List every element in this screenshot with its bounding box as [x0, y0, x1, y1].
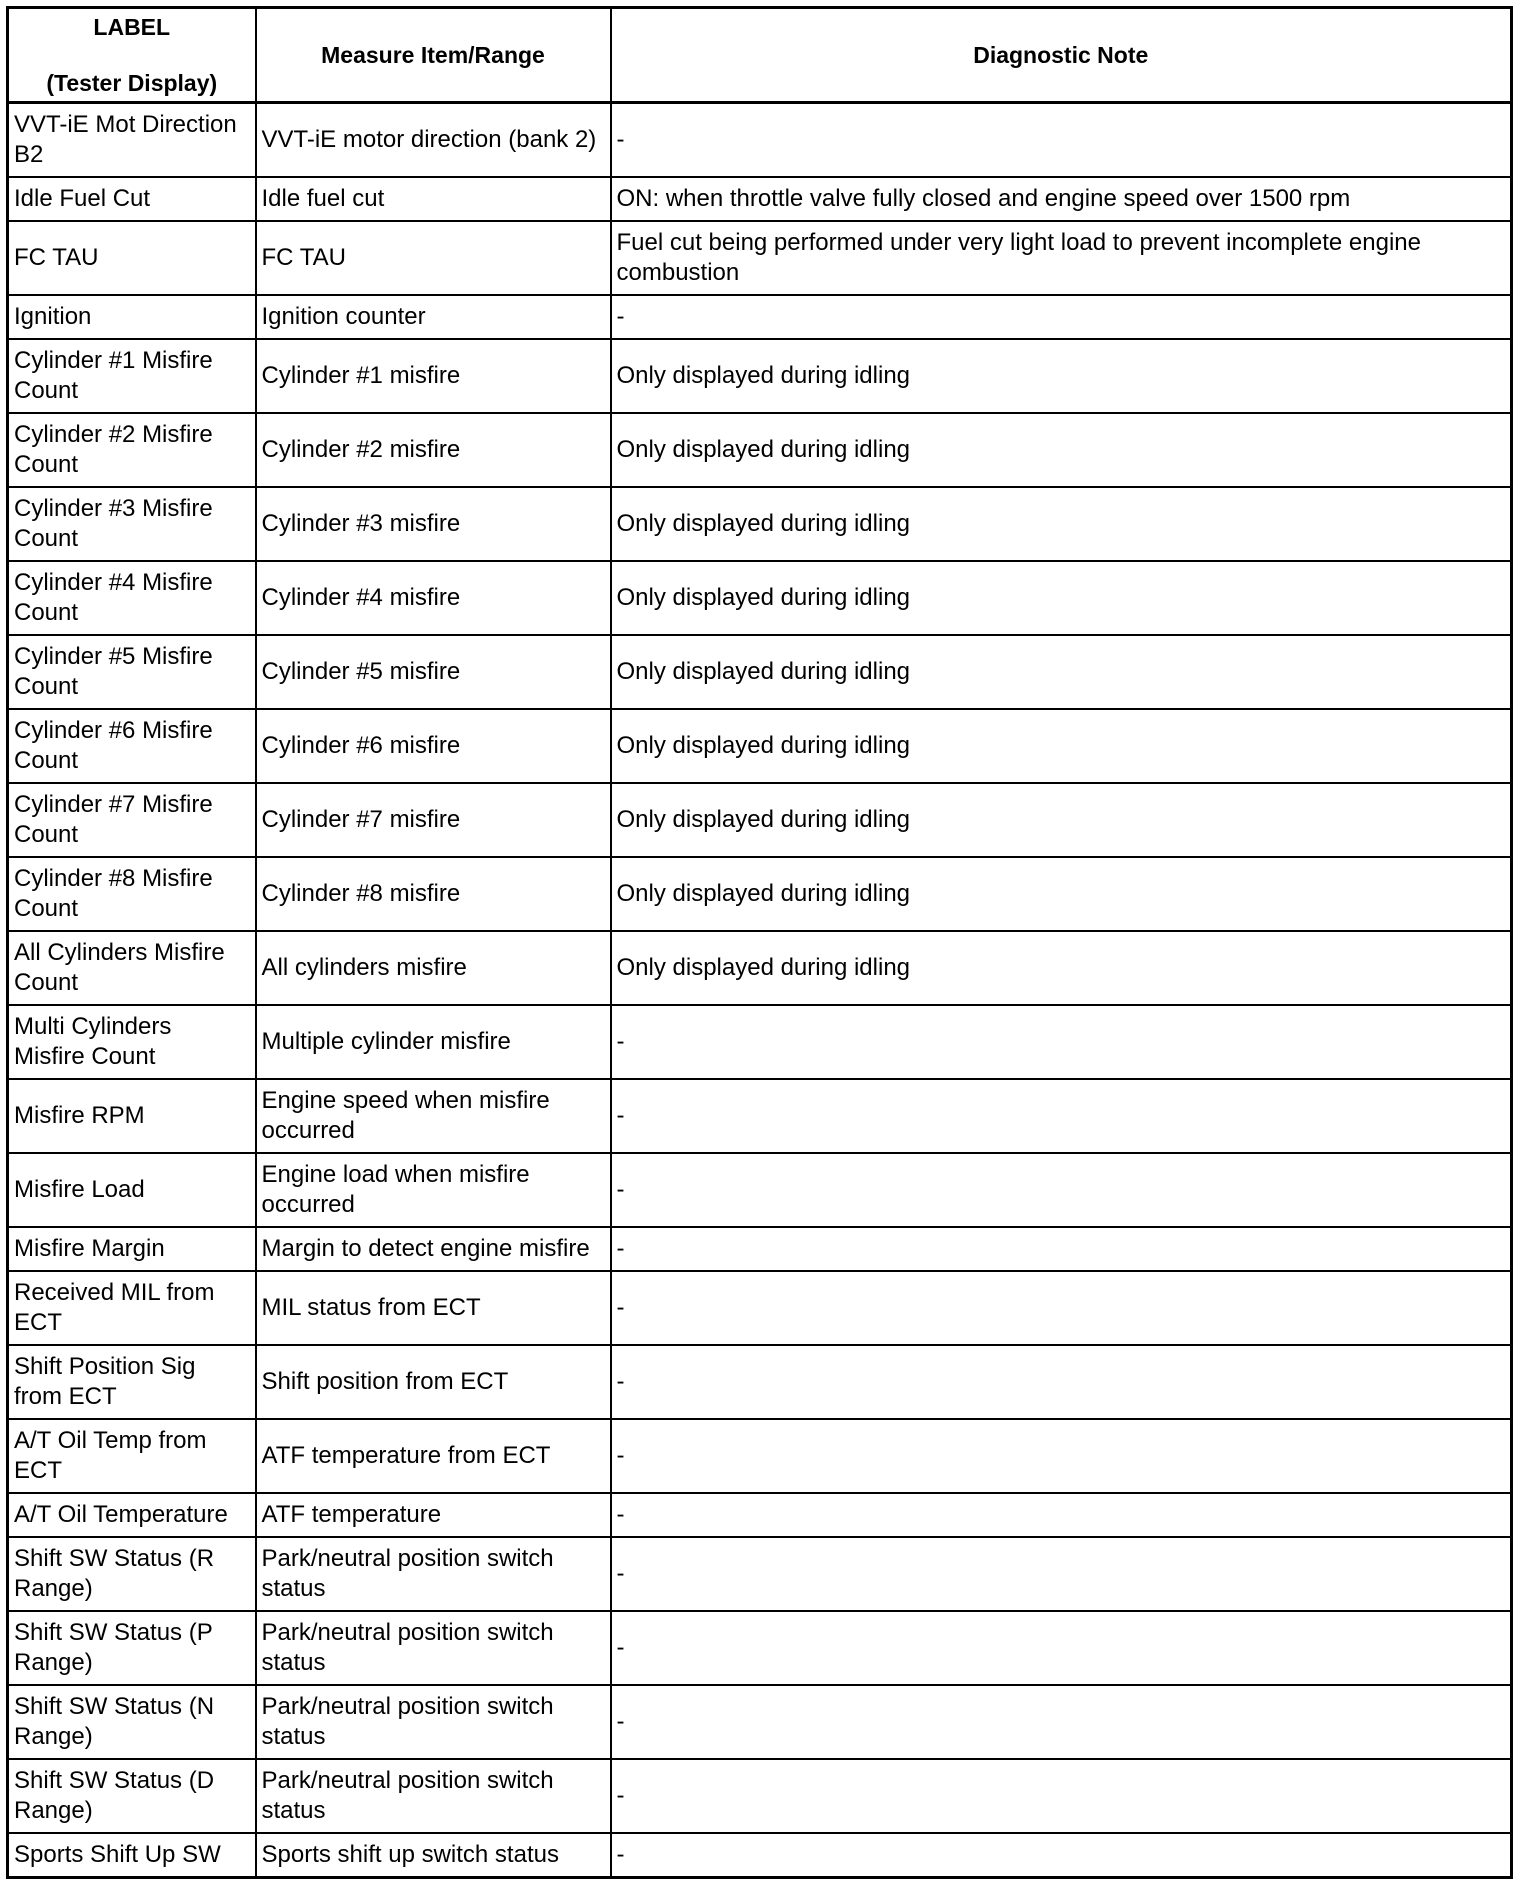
table-row — [8, 1227, 1512, 1271]
table-row — [8, 1153, 1512, 1227]
table-row — [8, 709, 1512, 783]
cell-measure: MIL status from ECT — [256, 1271, 611, 1345]
header-measure: Measure Item/Range — [256, 8, 611, 103]
table-row — [8, 295, 1512, 339]
cell-label: Cylinder #7 Misfire Count — [8, 783, 256, 857]
cell-label: Cylinder #8 Misfire Count — [8, 857, 256, 931]
cell-note: - — [611, 1759, 1512, 1833]
table-row — [8, 783, 1512, 857]
table-row — [8, 1611, 1512, 1685]
cell-note: - — [611, 1153, 1512, 1227]
table-row — [8, 1537, 1512, 1611]
cell-measure: Cylinder #1 misfire — [256, 339, 611, 413]
table-row — [8, 1345, 1512, 1419]
cell-label: A/T Oil Temperature — [8, 1493, 256, 1537]
cell-measure: Park/neutral position switch status — [256, 1611, 611, 1685]
table-row — [8, 931, 1512, 1005]
cell-note: - — [611, 295, 1512, 339]
cell-note: - — [611, 1419, 1512, 1493]
header-label — [8, 8, 256, 103]
cell-measure: Shift position from ECT — [256, 1345, 611, 1419]
table-row — [8, 1005, 1512, 1079]
data-table — [6, 6, 1513, 1879]
cell-label: Received MIL from ECT — [8, 1271, 256, 1345]
table-row — [8, 413, 1512, 487]
cell-measure: ATF temperature — [256, 1493, 611, 1537]
cell-label: VVT-iE Mot Direction B2 — [8, 103, 256, 178]
cell-note: Only displayed during idling — [611, 339, 1512, 413]
cell-note: Only displayed during idling — [611, 413, 1512, 487]
cell-note: - — [611, 1537, 1512, 1611]
cell-label: Idle Fuel Cut — [8, 177, 256, 221]
cell-measure: Engine load when misfire occurred — [256, 1153, 611, 1227]
cell-note: - — [611, 1005, 1512, 1079]
header-row — [8, 8, 1512, 103]
cell-measure: Margin to detect engine misfire — [256, 1227, 611, 1271]
cell-label: Cylinder #6 Misfire Count — [8, 709, 256, 783]
cell-measure: Cylinder #8 misfire — [256, 857, 611, 931]
table-row — [8, 221, 1512, 295]
cell-measure: Cylinder #7 misfire — [256, 783, 611, 857]
header-label-line2: (Tester Display) — [46, 70, 218, 96]
cell-note: - — [611, 103, 1512, 178]
cell-note: Only displayed during idling — [611, 561, 1512, 635]
cell-note: - — [611, 1345, 1512, 1419]
table-row — [8, 339, 1512, 413]
table-row — [8, 1079, 1512, 1153]
cell-measure: Multiple cylinder misfire — [256, 1005, 611, 1079]
header-note: Diagnostic Note — [611, 8, 1512, 103]
cell-label: Cylinder #3 Misfire Count — [8, 487, 256, 561]
table-header — [8, 8, 1512, 103]
cell-measure: Idle fuel cut — [256, 177, 611, 221]
cell-note: Only displayed during idling — [611, 857, 1512, 931]
table-row — [8, 1493, 1512, 1537]
cell-note: ON: when throttle valve fully closed and engine speed over 1500 rpm — [611, 177, 1512, 221]
cell-label: Misfire RPM — [8, 1079, 256, 1153]
cell-note: - — [611, 1271, 1512, 1345]
table-row — [8, 1419, 1512, 1493]
cell-measure: Park/neutral position switch status — [256, 1685, 611, 1759]
cell-note: - — [611, 1493, 1512, 1537]
cell-note: Only displayed during idling — [611, 709, 1512, 783]
cell-label: Sports Shift Up SW — [8, 1833, 256, 1878]
table-row — [8, 1685, 1512, 1759]
table-row — [8, 177, 1512, 221]
header-label-line1: LABEL — [93, 14, 171, 40]
cell-measure: Engine speed when misfire occurred — [256, 1079, 611, 1153]
cell-note: - — [611, 1833, 1512, 1878]
cell-label: Ignition — [8, 295, 256, 339]
cell-label: Shift Position Sig from ECT — [8, 1345, 256, 1419]
table-row — [8, 487, 1512, 561]
cell-note: - — [611, 1685, 1512, 1759]
table-row — [8, 561, 1512, 635]
cell-label: Shift SW Status (N Range) — [8, 1685, 256, 1759]
cell-note: - — [611, 1227, 1512, 1271]
cell-note: Only displayed during idling — [611, 783, 1512, 857]
cell-measure: Park/neutral position switch status — [256, 1537, 611, 1611]
cell-measure: Cylinder #2 misfire — [256, 413, 611, 487]
table-body — [8, 103, 1512, 1878]
cell-measure: ATF temperature from ECT — [256, 1419, 611, 1493]
cell-note: - — [611, 1611, 1512, 1685]
cell-label: Cylinder #2 Misfire Count — [8, 413, 256, 487]
cell-label: Cylinder #1 Misfire Count — [8, 339, 256, 413]
table-row — [8, 103, 1512, 178]
cell-label: Cylinder #4 Misfire Count — [8, 561, 256, 635]
cell-measure: Cylinder #3 misfire — [256, 487, 611, 561]
cell-label: Cylinder #5 Misfire Count — [8, 635, 256, 709]
table-row — [8, 857, 1512, 931]
cell-label: Misfire Margin — [8, 1227, 256, 1271]
cell-note: Only displayed during idling — [611, 487, 1512, 561]
cell-label: Shift SW Status (D Range) — [8, 1759, 256, 1833]
cell-measure: Park/neutral position switch status — [256, 1759, 611, 1833]
table-row — [8, 1759, 1512, 1833]
cell-note: Fuel cut being performed under very light load to prevent incomplete engine combustion — [611, 221, 1512, 295]
cell-measure: Cylinder #5 misfire — [256, 635, 611, 709]
cell-label: Multi Cylinders Misfire Count — [8, 1005, 256, 1079]
cell-measure: Cylinder #4 misfire — [256, 561, 611, 635]
cell-measure: All cylinders misfire — [256, 931, 611, 1005]
table-row — [8, 635, 1512, 709]
cell-label: Shift SW Status (R Range) — [8, 1537, 256, 1611]
table-row — [8, 1833, 1512, 1878]
table-row — [8, 1271, 1512, 1345]
cell-label: Misfire Load — [8, 1153, 256, 1227]
cell-note: - — [611, 1079, 1512, 1153]
cell-label: A/T Oil Temp from ECT — [8, 1419, 256, 1493]
cell-label: All Cylinders Misfire Count — [8, 931, 256, 1005]
cell-measure: VVT-iE motor direction (bank 2) — [256, 103, 611, 178]
cell-note: Only displayed during idling — [611, 931, 1512, 1005]
cell-label: FC TAU — [8, 221, 256, 295]
cell-label: Shift SW Status (P Range) — [8, 1611, 256, 1685]
cell-measure: FC TAU — [256, 221, 611, 295]
cell-measure: Sports shift up switch status — [256, 1833, 611, 1878]
cell-measure: Cylinder #6 misfire — [256, 709, 611, 783]
cell-note: Only displayed during idling — [611, 635, 1512, 709]
cell-measure: Ignition counter — [256, 295, 611, 339]
